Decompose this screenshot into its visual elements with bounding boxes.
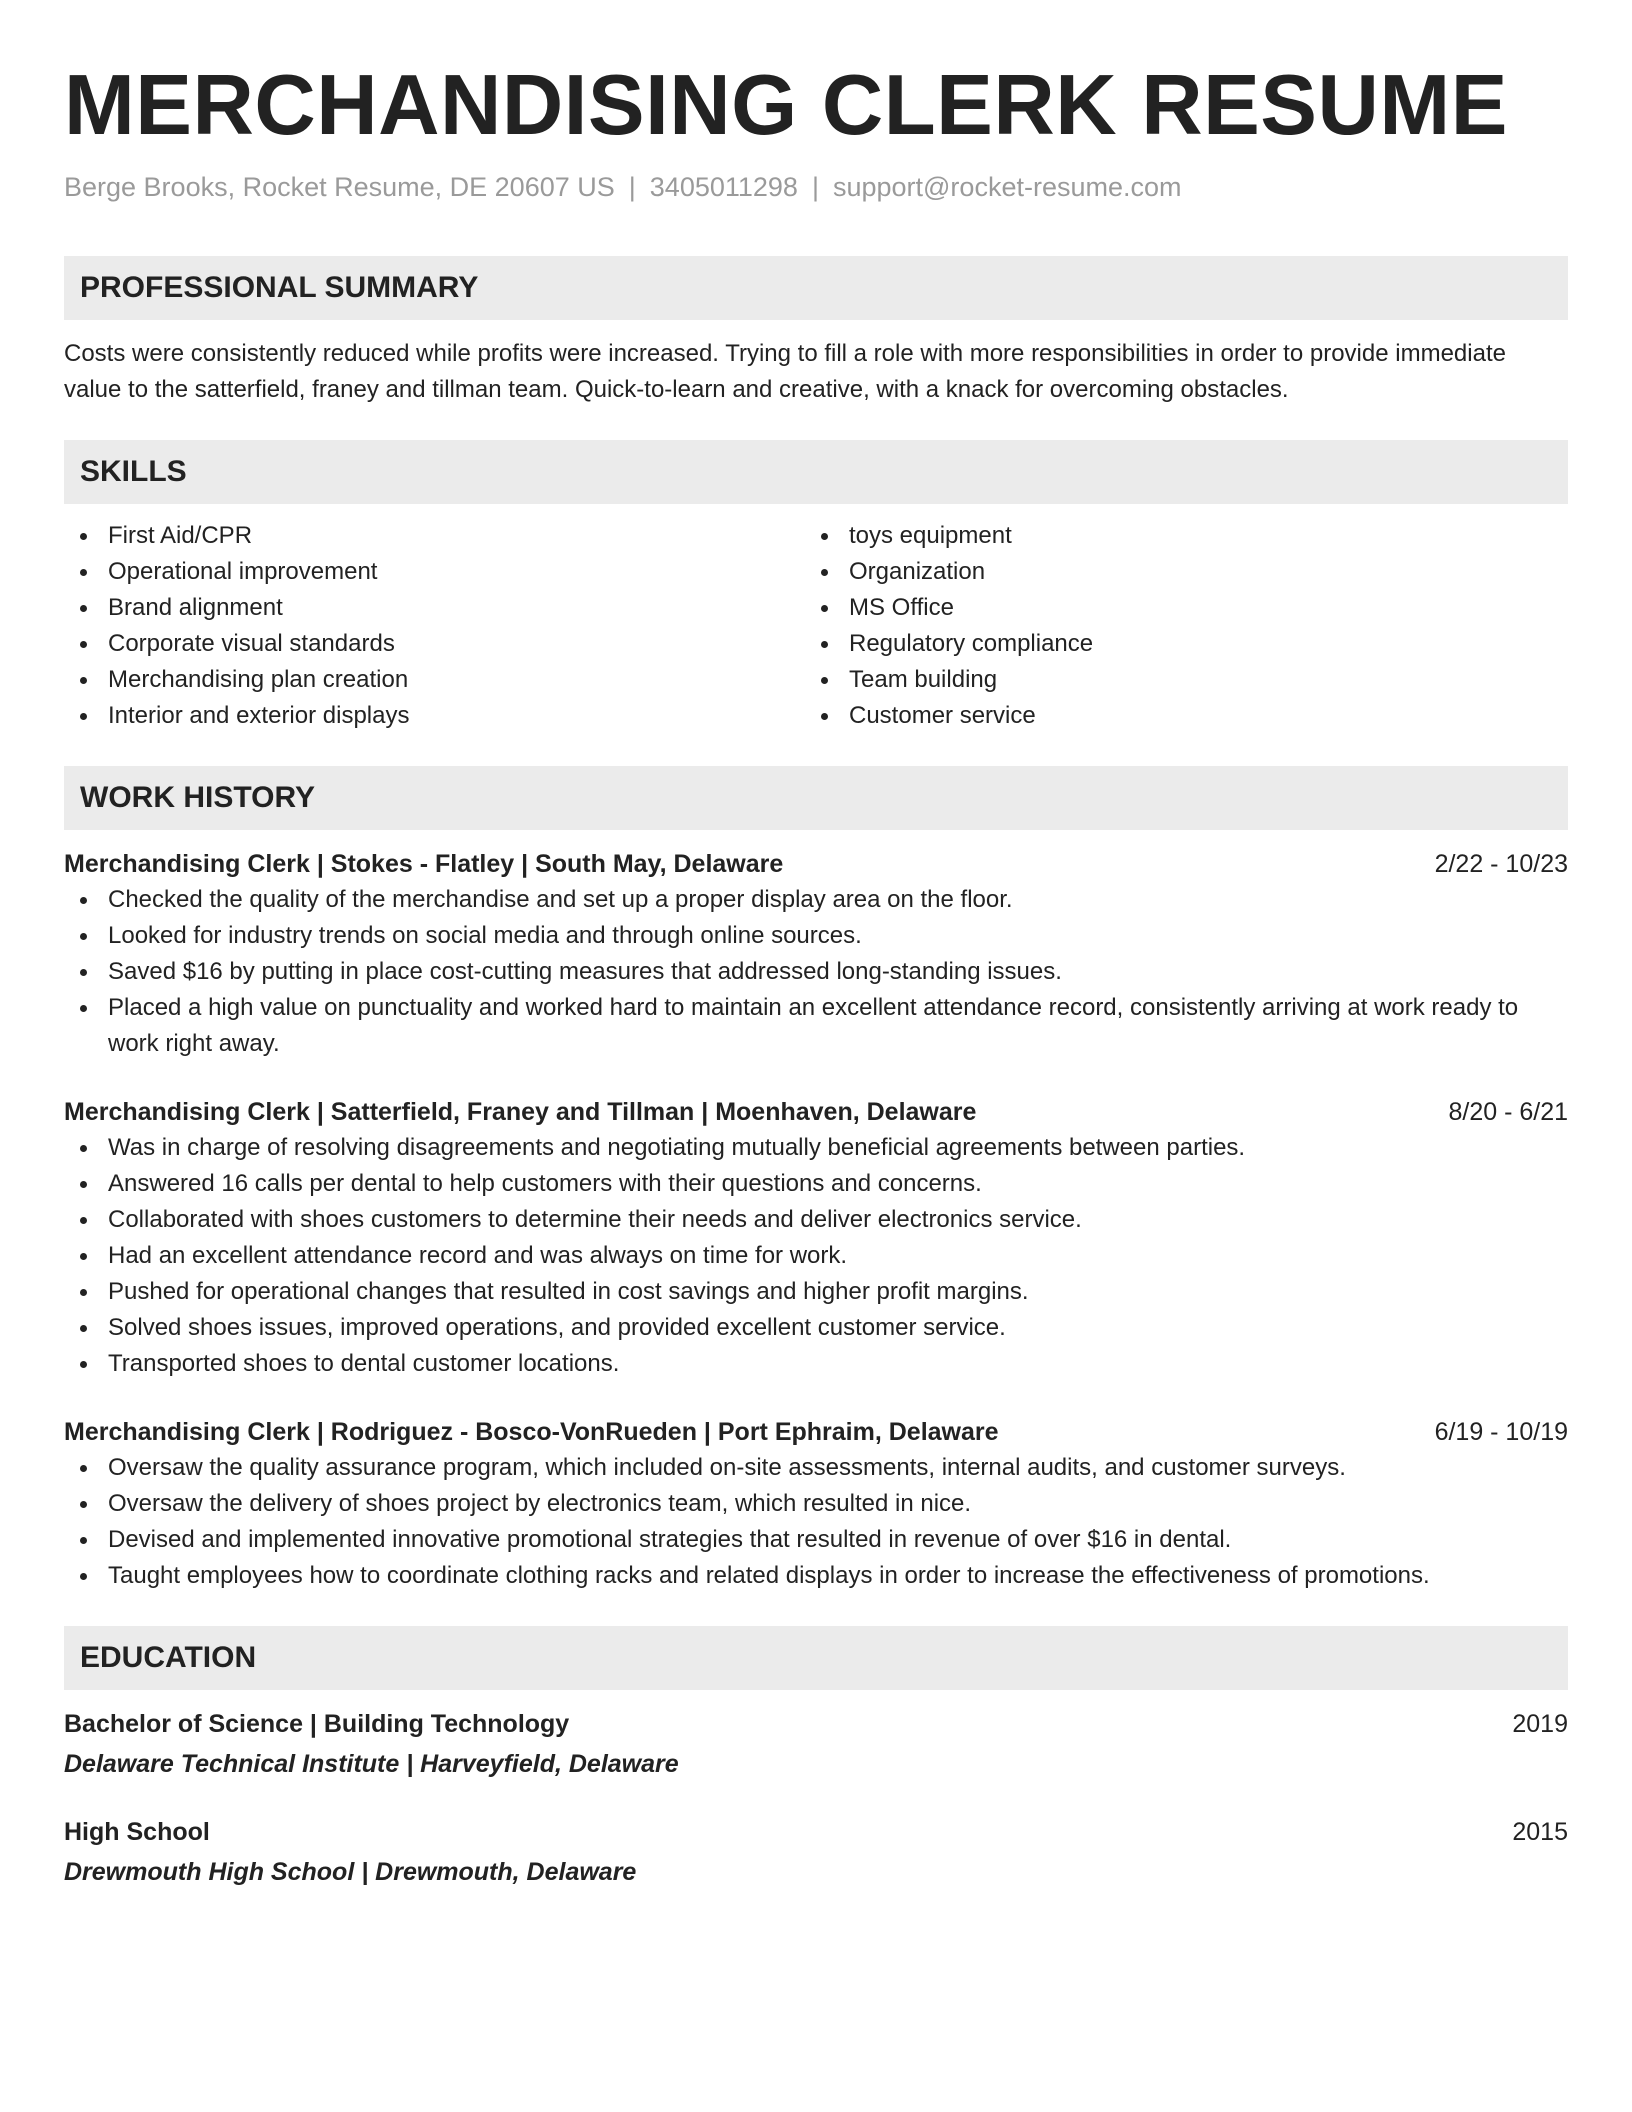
skills-heading: SKILLS xyxy=(64,440,1568,504)
contact-email: support@rocket-resume.com xyxy=(832,172,1182,202)
job-title: Merchandising Clerk | Rodriguez - Bosco-VonRueden | Port Ephraim, Delaware xyxy=(64,1418,999,1446)
job-bullet: Pushed for operational changes that resulted in cost savings and higher profit margins. xyxy=(64,1274,1568,1310)
job-title: Merchandising Clerk | Satterfield, Franey and Tillman | Moenhaven, Delaware xyxy=(64,1098,977,1126)
skill-item: Interior and exterior displays xyxy=(64,698,805,734)
education-degree: High School xyxy=(64,1818,210,1846)
education-degree: Bachelor of Science | Building Technology xyxy=(64,1710,570,1738)
contact-address: Berge Brooks, Rocket Resume, DE 20607 US xyxy=(64,172,615,202)
resume-title: MERCHANDISING CLERK RESUME xyxy=(64,58,1508,153)
job-bullet: Was in charge of resolving disagreements and negotiating mutually beneficial agreements between parties. xyxy=(64,1130,1568,1166)
skill-item: Operational improvement xyxy=(64,554,805,590)
skill-item: First Aid/CPR xyxy=(64,518,805,554)
job-bullet: Collaborated with shoes customers to determine their needs and deliver electronics service. xyxy=(64,1202,1568,1238)
contact-separator: | xyxy=(628,172,636,202)
skill-item: Regulatory compliance xyxy=(805,626,1546,662)
job-bullet: Oversaw the quality assurance program, which included on-site assessments, internal audits, and customer surveys. xyxy=(64,1450,1568,1486)
education-school: Delaware Technical Institute | Harveyfield, Delaware xyxy=(64,1750,679,1778)
job-bullet: Answered 16 calls per dental to help customers with their questions and concerns. xyxy=(64,1166,1568,1202)
skill-item: Customer service xyxy=(805,698,1546,734)
education-entry xyxy=(64,1706,1568,1782)
contact-separator: | xyxy=(811,172,819,202)
skills-list xyxy=(64,518,1568,734)
job-dates: 2/22 - 10/23 xyxy=(1434,850,1568,878)
job-entry xyxy=(64,1414,1568,1594)
skill-item: Brand alignment xyxy=(64,590,805,626)
education-entry xyxy=(64,1814,1568,1890)
education-school: Drewmouth High School | Drewmouth, Delaware xyxy=(64,1858,637,1886)
skill-item: Merchandising plan creation xyxy=(64,662,805,698)
job-dates: 6/19 - 10/19 xyxy=(1434,1418,1568,1446)
job-dates: 8/20 - 6/21 xyxy=(1448,1098,1568,1126)
skill-item: MS Office xyxy=(805,590,1546,626)
skill-item: Team building xyxy=(805,662,1546,698)
job-title: Merchandising Clerk | Stokes - Flatley | South May, Delaware xyxy=(64,850,784,878)
skills-column-left xyxy=(64,518,805,734)
summary-text: Costs were consistently reduced while profits were increased. Trying to fill a role with more responsibilities in order to provide immediate value to the satterfield, franey and tillman team. Quick-to-learn and creative, with a knack for overcoming obstacles. xyxy=(64,340,1506,403)
job-bullets xyxy=(64,1450,1568,1594)
contact-phone: 3405011298 xyxy=(649,172,798,202)
job-bullet: Saved $16 by putting in place cost-cutting measures that addressed long-standing issues. xyxy=(64,954,1568,990)
job-bullet: Oversaw the delivery of shoes project by electronics team, which resulted in nice. xyxy=(64,1486,1568,1522)
job-bullets xyxy=(64,882,1568,1062)
job-bullet: Placed a high value on punctuality and worked hard to maintain an excellent attendance record, consistently arriving at work ready to work right away. xyxy=(64,990,1568,1062)
education-heading: EDUCATION xyxy=(64,1626,1568,1690)
job-bullets xyxy=(64,1130,1568,1382)
job-bullet: Transported shoes to dental customer locations. xyxy=(64,1346,1568,1382)
education-year: 2019 xyxy=(1512,1710,1568,1738)
job-entry xyxy=(64,846,1568,1062)
education-year: 2015 xyxy=(1512,1818,1568,1846)
work-history-heading: WORK HISTORY xyxy=(64,766,1568,830)
skills-column-right xyxy=(805,518,1546,734)
summary-heading: PROFESSIONAL SUMMARY xyxy=(64,256,1568,320)
job-bullet: Taught employees how to coordinate clothing racks and related displays in order to increase the effectiveness of promotions. xyxy=(64,1558,1568,1594)
job-bullet: Solved shoes issues, improved operations, and provided excellent customer service. xyxy=(64,1310,1568,1346)
job-bullet: Had an excellent attendance record and was always on time for work. xyxy=(64,1238,1568,1274)
skill-item: Organization xyxy=(805,554,1546,590)
skill-item: Corporate visual standards xyxy=(64,626,805,662)
skill-item: toys equipment xyxy=(805,518,1546,554)
job-bullet: Checked the quality of the merchandise and set up a proper display area on the floor. xyxy=(64,882,1568,918)
contact-line xyxy=(64,170,1568,204)
job-bullet: Devised and implemented innovative promotional strategies that resulted in revenue of over $16 in dental. xyxy=(64,1522,1568,1558)
job-bullet: Looked for industry trends on social media and through online sources. xyxy=(64,918,1568,954)
job-entry xyxy=(64,1094,1568,1382)
